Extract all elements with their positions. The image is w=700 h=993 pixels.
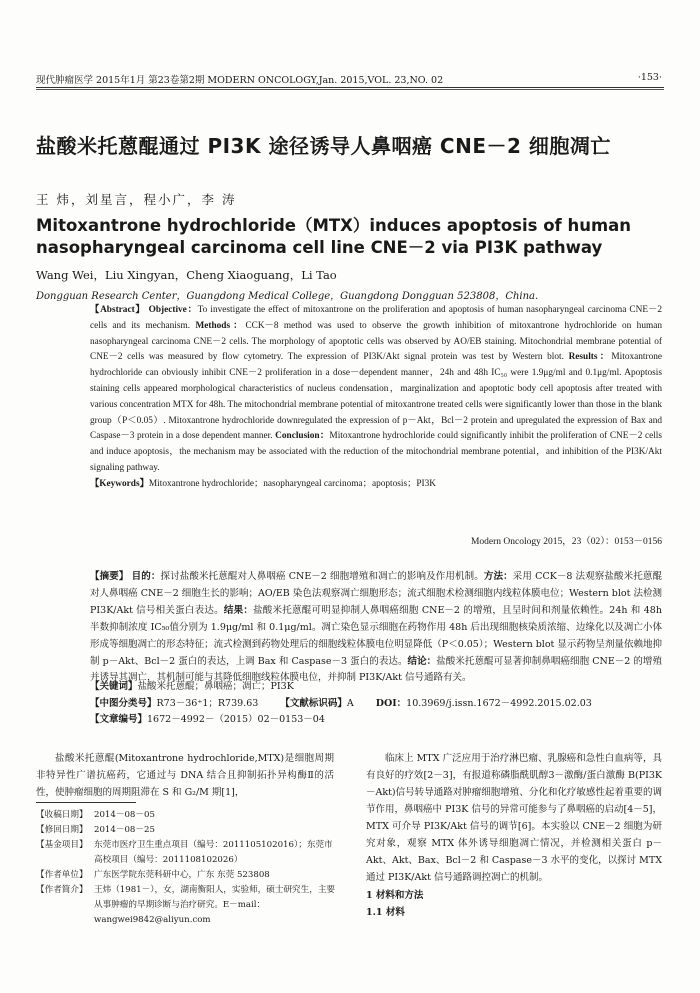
doc-code-value: A: [346, 697, 354, 709]
footnote-author-bio: 【作者简介】 王炜（1981－），女，湖南衡阳人，实验师，硕士研究生，主要从事肿瘤的早期诊断与治疗研究。E－mail：wangwei9842@aliyun.com: [36, 885, 336, 925]
doi-value: 10.3969/j.issn.1672－4992.2015.02.03: [406, 697, 592, 709]
methods-text-cn: 采用 CCK－8 法观察盐酸米托蒽醌对人鼻咽癌 CNE－2 细胞生长的影响；AO/EB 染色法观察凋亡细胞形态；流式细胞术检测细胞内线粒体膜电位；Western blot 法检测 PI3K/Akt 信号相关蛋白表达。: [90, 571, 662, 616]
conclusion-label-cn: 结论：: [407, 655, 437, 667]
footnote-revised: 【修回日期】 2014－08－25: [36, 825, 155, 835]
keywords-text-cn: 盐酸米托蒽醌；鼻咽癌；凋亡；PI3K: [137, 681, 294, 692]
journal-issue-info: 现代肿瘤医学 2015年1月 第23卷第2期 MODERN ONCOLOGY,Jan. 2015,VOL. 23,NO. 02: [36, 75, 444, 86]
clc-row: [90, 696, 662, 713]
objective-label: Objective：: [148, 305, 198, 315]
body-left-column: [36, 750, 334, 801]
methods-label: Methods：: [195, 320, 246, 331]
keywords-label: 【Keywords】: [90, 478, 149, 489]
methods-text: CCK－8 method was used to observe the growth inhibition of mitoxantrone hydrochloride on human nasopharyngeal carcinoma CNE－2 cells. The morphology of apoptotic cells was observed by AO/EB staining. Mitochondrial membrane potential of CNE－2 cells was measured by flow cytometry. The expression of PI3K/Akt signal protein was test by Western blot.: [90, 320, 662, 363]
abstract-chinese: [90, 569, 662, 687]
classification-block: [90, 679, 662, 729]
title-english: Mitoxantrone hydrochloride（MTX）induces apoptosis of human nasopharyngeal carcinoma cell line CNE－2 via PI3K pathway: [36, 216, 632, 257]
authors-english: Wang Wei，Liu Xingyan，Cheng Xiaoguang，Li Tao: [36, 268, 337, 282]
affiliation-english: Dongguan Research Center，Guangdong Medical College，Guangdong Dongguan 523808，China.: [36, 291, 539, 302]
clc-label: 【中图分类号】: [90, 697, 157, 709]
footnotes: [36, 808, 336, 928]
article-number-row: [90, 712, 662, 729]
abstract-label: 【Abstract】: [90, 305, 146, 315]
intro-paragraph-continued: 临床上 MTX 广泛应用于治疗淋巴瘤、乳腺癌和急性白血病等，具有良好的疗效[2－3]，有报道称磷脂酰肌醇3－激酶/蛋白激酶 B(PI3K－Akt)信号转导通路对肿瘤细胞增殖、分化和化疗敏感性起着重要的调节作用，鼻咽癌中 PI3K 信号的异常可能参与了鼻咽癌的启动[4－5]，MTX 可介导 PI3K/Akt 信号的调节[6]。本实验以 CNE－2 细胞为研究对象，观察 MTX 体外诱导细胞凋亡情况，并检测相关蛋白 p－Akt、Akt、Bax、Bcl－2 和 Caspase－3 水平的变化，以探讨 MTX 通过 PI3K/Akt 信号通路调控凋亡的机制。: [366, 753, 662, 883]
footnote-rule: [36, 802, 136, 803]
objective-label-cn: 目的：: [131, 571, 161, 582]
article-number-value: 1672－4992－（2015）02－0153－04: [147, 714, 325, 725]
results-text: Mitoxantrone hydrochloride can obviously inhibit CNE－2 proliferation in a dose－dependent manner，24h and 48h IC₅₀ were 1.9μg/ml and 0.1μg/ml. Apoptosis staining cells appeared morphological characteristics of nucleus condensation，marginalization and apoptotic body cell apoptosis after treated with various concentration MTX for 48h. The mitochondrial membrane potential of mitoxantrone treated cells were significantly lower than those in the blank group（P＜0.05）. Mitoxantrone hydrochloride downregulated the expression of p－Akt，Bcl－2 protein and upregulated the expression of Bax and Caspase－3 protein in a dose dependent manner.: [90, 352, 663, 442]
objective-text: To investigate the effect of mitoxantrone on the proliferation and apoptosis of human nasopharyngeal carcinoma CNE－2 cells and its mechanism.: [90, 305, 662, 331]
body-right-column: [366, 750, 662, 921]
conclusion-text: Mitoxantrone hydrochloride could significantly inhibit the proliferation of CNE－2 cells and induce apoptosis，the mechanism may be associated with the reduction of the mitochondrial membrane potential，and inhibition of the PI3K/Akt signaling pathway.: [90, 431, 663, 473]
results-text-cn: 盐酸米托蒽醌可明显抑制人鼻咽癌细胞 CNE－2 的增殖，且呈时间和剂量依赖性。24h 和 48h 半数抑制浓度 IC₅₀值分别为 1.9μg/ml 和 0.1μg/ml。凋亡染色显示细胞在药物作用 48h 后出现细胞核染质浓缩、边缘化以及凋亡小体形成等细胞凋亡的形态特征；流式检测到药物处理后的细胞线粒体膜电位明显降低（P＜0.05）；Western blot 显示药物呈剂量依赖地抑制 p－Akt、Bcl－2 蛋白的表达，上调 Bax 和 Caspase－3 蛋白的表达。: [90, 604, 662, 667]
subsection-heading-materials: 1.1 材料: [366, 907, 405, 918]
keywords-text: Mitoxantrone hydrochloride；nasopharyngeal carcinoma；apoptosis；PI3K: [148, 478, 436, 489]
running-header: [36, 72, 664, 88]
results-label: Results：: [568, 352, 612, 363]
keywords-row-cn: [90, 679, 662, 696]
footnote-received: 【收稿日期】 2014－08－05: [36, 810, 155, 820]
methods-label-cn: 方法：: [483, 571, 513, 582]
section-heading-materials-methods: 1 材料和方法: [366, 890, 424, 901]
abstract-english: [90, 303, 662, 493]
results-label-cn: 结果：: [223, 604, 254, 616]
footnote-funding: 【基金项目】 东莞市医疗卫生重点项目（编号：2011105102016）；东莞市高校项目（编号：2011108102026）: [36, 840, 333, 865]
doi-label: DOI：: [375, 697, 407, 709]
page-number: ·153·: [637, 72, 662, 83]
objective-text-cn: 探讨盐酸米托蒽醌对人鼻咽癌 CNE－2 细胞增殖和凋亡的影响及作用机制。: [160, 571, 484, 582]
conclusion-label: Conclusion：: [275, 431, 330, 442]
intro-paragraph: 盐酸米托蒽醌(Mitoxantrone hydrochloride,MTX)是细胞周期非特异性广谱抗癌药，它通过与 DNA 结合且抑制拓扑异构酶Ⅱ的活性，使肿瘤细胞的周期阻滞在 S 和 G₂/M 期[1]，: [36, 753, 334, 798]
article-number-label: 【文章编号】: [90, 714, 148, 725]
citation: Modern Oncology 2015，23（02）：0153－0156: [470, 537, 662, 547]
keywords-label-cn: 【关键词】: [90, 681, 138, 692]
footnote-affiliation: 【作者单位】 广东医学院东莞科研中心，广东 东莞 523808: [36, 870, 270, 880]
doc-code-label: 【文献标识码】: [280, 697, 347, 709]
clc-value: R73－36⁺1；R739.63: [156, 697, 259, 709]
title-chinese: 盐酸米托蒽醌通过 PI3K 途径诱导人鼻咽癌 CNE－2 细胞凋亡: [36, 134, 611, 158]
header-rule-thin: [36, 89, 664, 90]
abstract-label-cn: 【摘要】: [90, 571, 129, 582]
conclusion-text-cn: 盐酸米托蒽醌可显著抑制鼻咽癌细胞 CNE－2 的增殖并诱导其凋亡，其机制可能与其降低细胞线粒体膜电位，并抑制 PI3K/Akt 信号通路有关。: [90, 655, 662, 684]
header-rule: [36, 87, 664, 88]
authors-chinese: 王 炜，刘星言，程小广，李 涛: [36, 192, 237, 207]
